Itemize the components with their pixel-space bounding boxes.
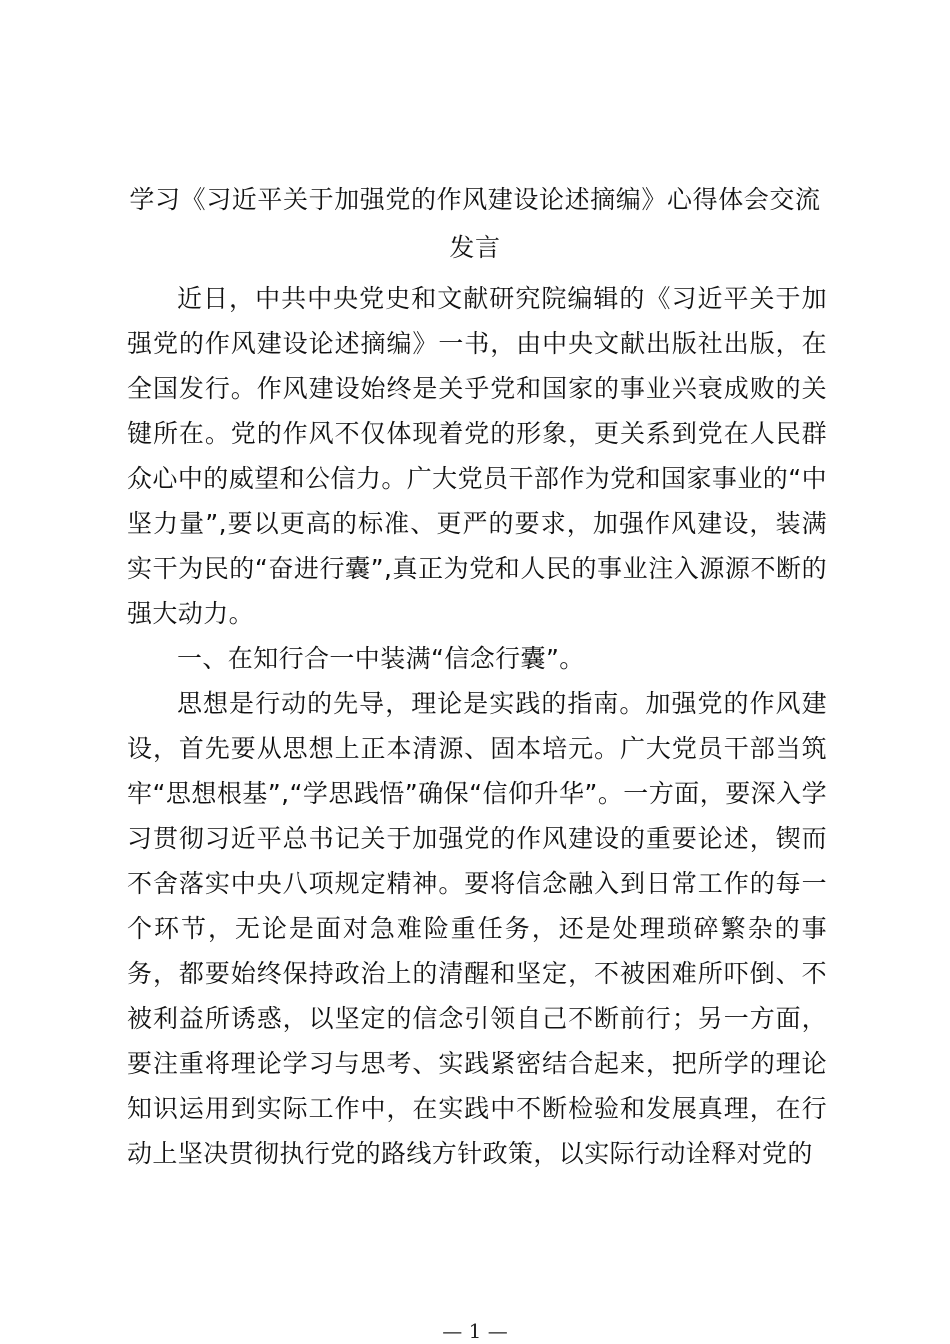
document-title: 学习《习近平关于加强党的作风建设论述摘编》心得体会交流发言 [129, 185, 821, 262]
document-body [127, 276, 827, 1176]
page-number: — 1 — [442, 1319, 508, 1343]
paragraph-section-1: 思想是行动的先导，理论是实践的指南。加强党的作风建设，首先要从思想上正本清源、固本培元。广大党员干部当筑牢“思想根基”,“学思践悟”确保“信仰升华”。一方面，要深入学习贯彻习近平总书记关于加强党的作风建设的重要论述，锲而不舍落实中央八项规定精神。要将信念融入到日常工作的每一个环节，无论是面对急难险重任务，还是处理琐碎繁杂的事务，都要始终保持政治上的清醒和坚定，不被困难所吓倒、不被利益所诱惑，以坚定的信念引领自己不断前行；另一方面，要注重将理论学习与思考、实践紧密结合起来，把所学的理论知识运用到实际工作中，在实践中不断检验和发展真理，在行动上坚决贯彻执行党的路线方针政策，以实际行动诠释对党的 [127, 689, 827, 1168]
paragraph-intro: 近日，中共中央党史和文献研究院编辑的《习近平关于加强党的作风建设论述摘编》一书，由中央文献出版社出版，在全国发行。作风建设始终是关乎党和国家的事业兴衰成败的关键所在。党的作风不仅体现着党的形象，更关系到党在人民群众心中的威望和公信力。广大党员干部作为党和国家事业的“中坚力量”,要以更高的标准、更严的要求，加强作风建设，装满实干为民的“奋进行囊”,真正为党和人民的事业注入源源不断的强大动力。 [127, 284, 827, 628]
section-heading-1: 一、在知行合一中装满“信念行囊”。 [177, 644, 585, 673]
